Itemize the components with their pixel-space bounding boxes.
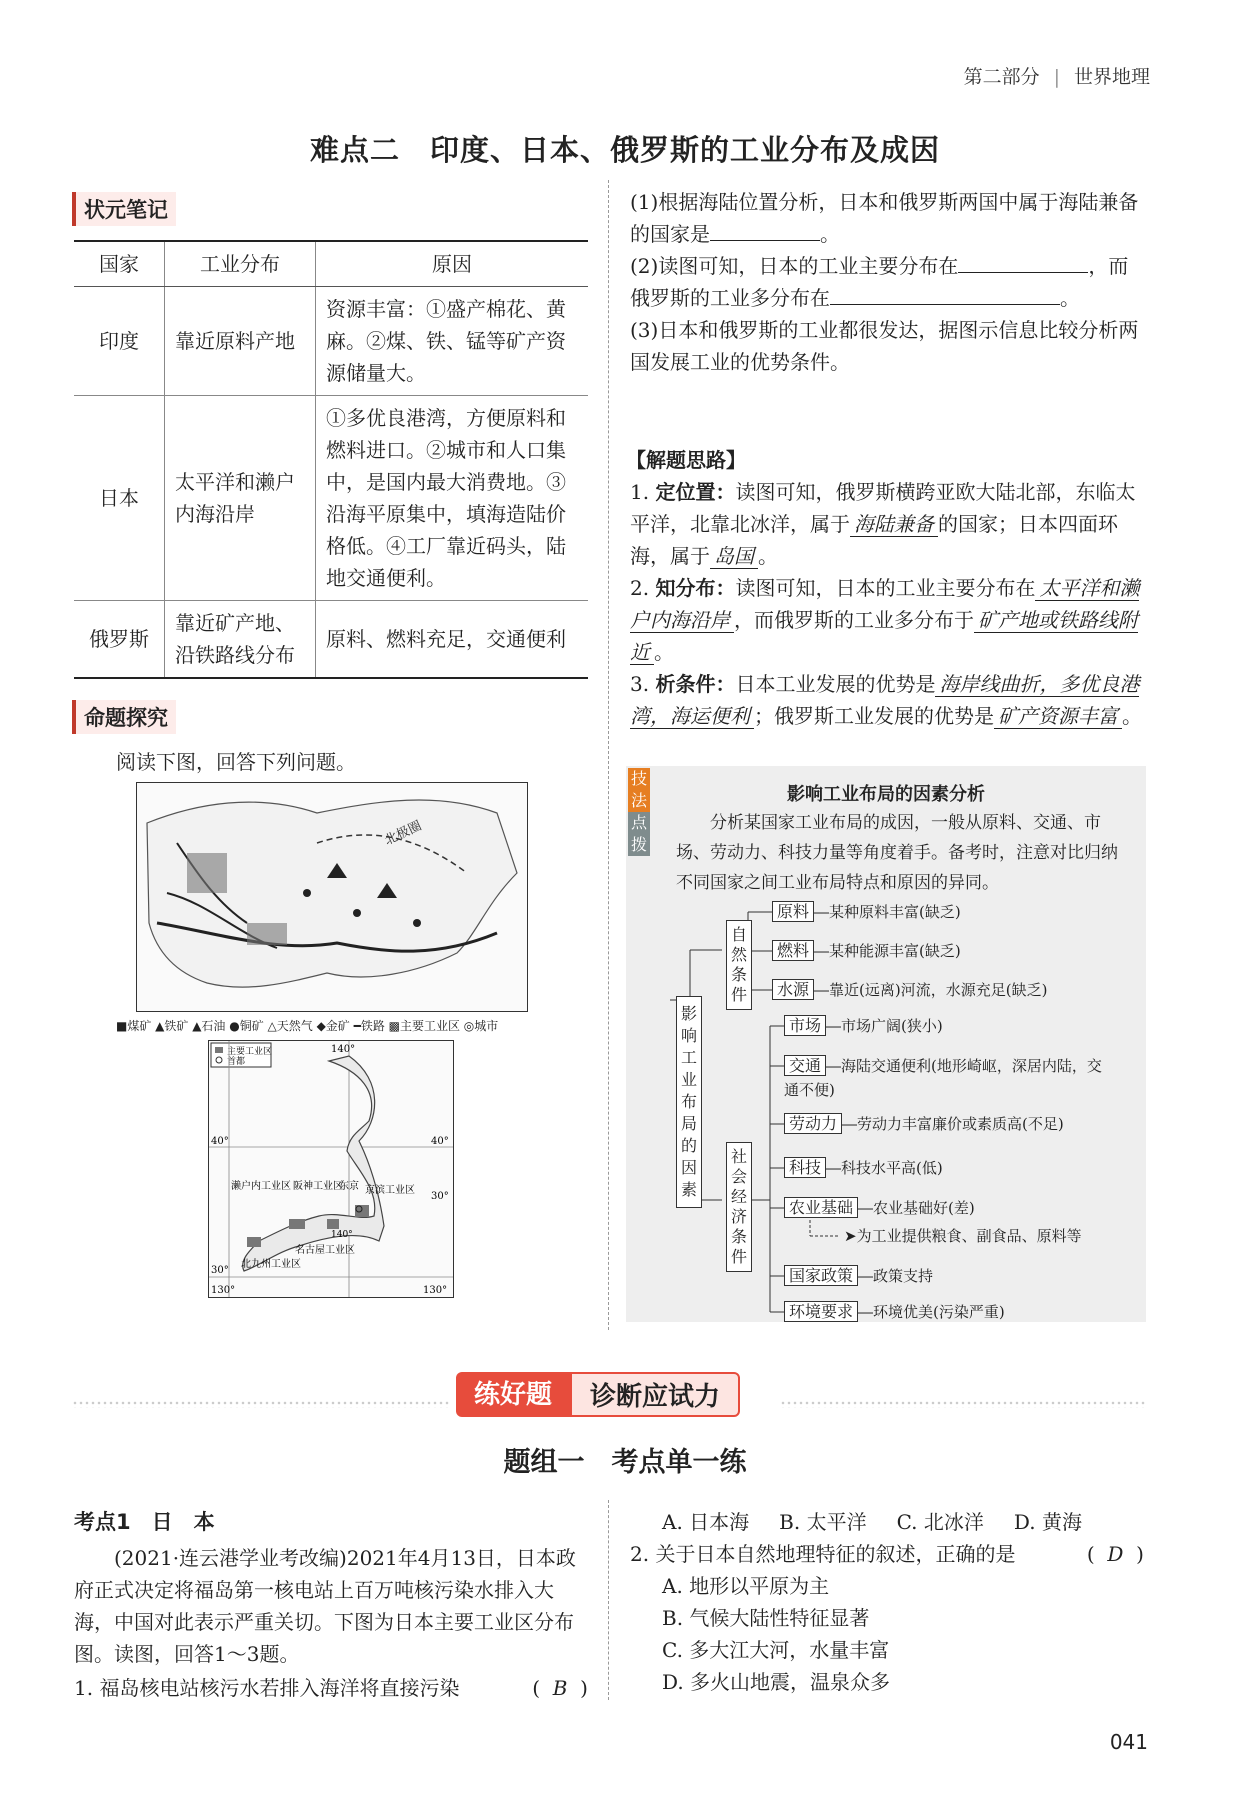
option[interactable]: D. 多火山地震，温泉众多	[662, 1670, 891, 1694]
arctic-circle-label: 北极圈	[382, 818, 425, 849]
option[interactable]: D. 黄海	[1013, 1510, 1082, 1534]
banner-left: 练好题	[456, 1372, 570, 1417]
option[interactable]: C. 北冰洋	[896, 1510, 984, 1534]
legend-capital-label: 首都	[227, 1057, 246, 1067]
factor-row: 农业基础 ―农业基础好(差)	[784, 1196, 975, 1220]
tip-badge-char: 法	[628, 790, 650, 812]
column-divider	[608, 180, 609, 1330]
solution-item-3	[630, 668, 1148, 732]
factor-name: 燃料	[772, 940, 814, 961]
question-1	[630, 186, 1148, 250]
solution-num: 2.	[630, 576, 650, 600]
solution-text: 读图可知，日本的工业主要分布在	[735, 576, 1036, 600]
factor-desc: 市场广阔(狭小)	[841, 1017, 943, 1035]
factor-row: 劳动力 ―劳动力丰富廉价或素质高(不足)	[784, 1112, 1064, 1136]
factor-name: 交通	[784, 1055, 826, 1076]
table-cell-reason: 资源丰富：①盛产棉花、黄麻。②煤、铁、锰等矿产资源储量大。	[316, 287, 589, 396]
table-cell-reason: 原料、燃料充足，交通便利	[316, 601, 589, 679]
russia-industry-map	[136, 782, 528, 1012]
solution-answer: 矿产地或铁路线附近	[630, 608, 1138, 664]
table-cell-distribution: 太平洋和濑户内海沿岸	[165, 396, 316, 601]
factor-desc: 科技水平高(低)	[841, 1159, 943, 1177]
factor-desc: 海陆交通便利(地形崎岖，深居内陆，交通不便)	[784, 1057, 1102, 1099]
factor-desc: 农业基础好(差)	[873, 1199, 975, 1217]
solution-text: 日本工业发展的优势是	[735, 672, 936, 696]
factor-name: 水源	[772, 979, 814, 1000]
practice-q2	[630, 1538, 1144, 1570]
solution-label: 析条件：	[655, 672, 736, 696]
q-num: 1.	[74, 1676, 94, 1700]
page-number: 041	[1109, 1730, 1148, 1754]
table-cell-country: 日本	[74, 396, 165, 601]
solution-answer: 海陆兼备	[850, 512, 938, 537]
factor-group-natural: 自然条件	[726, 920, 752, 1010]
answer-blank[interactable]	[710, 240, 820, 241]
factor-name: 市场	[784, 1015, 826, 1036]
question-2	[630, 250, 1148, 314]
lat-40-right: 40°	[431, 1136, 449, 1147]
factor-name: 劳动力	[784, 1113, 842, 1134]
table-cell-country: 印度	[74, 287, 165, 396]
solution-answer: 太平洋和濑户内海沿岸	[630, 576, 1140, 632]
option[interactable]: B. 气候大陆性特征显著	[662, 1606, 870, 1630]
tip-badge-char: 技	[628, 768, 650, 790]
lat-40-left: 40°	[211, 1136, 229, 1147]
tip-badge-char: 点	[628, 812, 650, 834]
factor-row: 市场 ―市场广阔(狭小)	[784, 1014, 943, 1038]
factor-flow-lines	[626, 900, 1146, 1320]
table-row	[74, 287, 588, 396]
solution-end: 。	[758, 544, 778, 568]
notes-tag: 状元笔记	[72, 192, 176, 226]
region-label: 名古屋工业区	[295, 1245, 355, 1256]
factor-name: 国家政策	[784, 1265, 858, 1286]
factor-name: 农业基础	[784, 1197, 858, 1218]
japan-industry-map	[208, 1040, 454, 1298]
lon-130-left: 130°	[211, 1285, 236, 1296]
banner-dots-left	[72, 1400, 450, 1408]
lat-30-right: 30°	[431, 1191, 449, 1202]
solution-text: ，而俄罗斯的工业多分布于	[734, 608, 974, 632]
question-mid: ，而俄罗斯的工业多分布在	[630, 254, 1129, 310]
table-cell-reason: ①多优良港湾，方便原料和燃料进口。②城市和人口集中，是国内最大消费地。③沿海平原集中，填海造陆价格低。④工厂靠近码头，陆地交通便利。	[316, 396, 589, 601]
solution-end: 。	[1122, 704, 1142, 728]
read-prompt: 阅读下图，回答下列问题。	[116, 750, 356, 774]
factor-group-social: 社会经济条件	[726, 1142, 752, 1272]
factor-row: 水源 ―靠近(远离)河流，水源充足(缺乏)	[772, 978, 1047, 1002]
page-title: 难点二 印度、日本、俄罗斯的工业分布及成因	[309, 133, 940, 167]
factor-row: 科技 ―科技水平高(低)	[784, 1156, 943, 1180]
factor-row: 原料 ―某种原料丰富(缺乏)	[772, 900, 961, 924]
column-divider-bottom	[608, 1500, 609, 1700]
answer-blank[interactable]	[830, 304, 1060, 305]
region-label: 阪神工业区	[293, 1181, 343, 1192]
table-cell-distribution: 靠近矿产地、沿铁路线分布	[165, 601, 316, 679]
russia-map-graphic	[137, 783, 527, 1011]
tip-title: 影响工业布局的因素分析	[787, 784, 985, 805]
solution-answer: 岛国	[710, 544, 758, 569]
question-3: (3)日本和俄罗斯的工业都很发达，据图示信息比较分析两国发展工业的优势条件。	[630, 318, 1139, 374]
question-text: (2)读图可知，日本的工业主要分布在	[630, 254, 959, 278]
factor-desc: 靠近(远离)河流，水源充足(缺乏)	[829, 981, 1048, 999]
factor-row: 国家政策 ―政策支持	[784, 1264, 933, 1288]
tip-badge-char: 拨	[628, 834, 650, 856]
factor-row: 燃料 ―某种能源丰富(缺乏)	[772, 939, 961, 963]
solution-text: 读图可知，俄罗斯横跨亚欧大陆北部，东临太平洋，北靠北冰洋，属于	[630, 480, 1136, 536]
table-header: 国家	[74, 241, 165, 287]
solution-label: 知分布：	[655, 576, 736, 600]
factor-desc: 劳动力丰富廉价或素质高(不足)	[857, 1115, 1064, 1133]
japan-map-graphic	[209, 1041, 453, 1297]
agri-note-text: 为工业提供粮食、副食品、原料等	[856, 1227, 1082, 1245]
factor-name: 原料	[772, 901, 814, 922]
table-row	[74, 396, 588, 601]
factor-desc: 环境优美(污染严重)	[873, 1303, 1005, 1321]
option[interactable]: A. 地形以平原为主	[662, 1574, 830, 1598]
practice-banner	[456, 1372, 740, 1417]
industry-table	[74, 240, 588, 679]
lon-130-right: 130°	[423, 1285, 448, 1296]
legend-area-label: 主要工业区	[227, 1047, 273, 1057]
question-end: 。	[820, 222, 840, 246]
explore-tag: 命题探究	[72, 700, 176, 734]
banner-dots-right	[780, 1400, 1146, 1408]
solution-num: 3.	[630, 672, 650, 696]
option[interactable]: A. 日本海	[662, 1510, 750, 1534]
table-header: 工业分布	[165, 241, 316, 287]
table-row	[74, 601, 588, 679]
q1-options	[662, 1506, 1142, 1538]
russia-map-legend: ■煤矿 ▲铁矿 ▲石油 ●铜矿 △天然气 ◆金矿 ━铁路 ▩主要工业区 ◎城市	[116, 1019, 499, 1033]
solution-text: ；俄罗斯工业发展的优势是	[754, 704, 994, 728]
lat-30-left: 30°	[211, 1265, 229, 1276]
running-header	[964, 62, 1150, 89]
agri-note: ➤为工业提供粮食、副食品、原料等	[844, 1227, 1082, 1245]
solution-item-1	[630, 476, 1148, 572]
practice-q1	[74, 1672, 588, 1704]
option[interactable]: B. 太平洋	[779, 1510, 867, 1534]
lon-140-bottom: 140°	[331, 1230, 353, 1240]
q-answer-letter: D	[1107, 1542, 1124, 1566]
factor-desc: 政策支持	[873, 1267, 934, 1285]
region-label: 濑户内工业区	[231, 1181, 291, 1192]
q-text: 关于日本自然地理特征的叙述，正确的是	[655, 1542, 1016, 1566]
q-answer: ( B )	[532, 1676, 588, 1700]
solution-answer: 矿产资源丰富	[994, 704, 1122, 729]
group-title: 题组一 考点单一练	[503, 1447, 747, 1478]
q-num: 2.	[630, 1542, 650, 1566]
banner-right: 诊断应试力	[570, 1372, 740, 1417]
header-subject: 世界地理	[1073, 66, 1150, 88]
header-section: 第二部分	[963, 66, 1040, 88]
table-header: 原因	[316, 241, 589, 287]
q-answer-letter: B	[552, 1676, 568, 1700]
solution-label: 定位置：	[655, 480, 736, 504]
solution-text: 的国家；日本四面环海，属于	[630, 512, 1118, 568]
solution-item-2	[630, 572, 1148, 668]
region-label: 东京	[339, 1181, 359, 1192]
factor-name: 科技	[784, 1157, 826, 1178]
q-text: 福岛核电站核污水若排入海洋将直接污染	[99, 1676, 460, 1700]
solution-tag: 【解题思路】	[626, 448, 746, 472]
factor-root: 影响工业布局的因素	[676, 996, 702, 1208]
region-label: 京滨工业区	[365, 1185, 415, 1196]
option[interactable]: C. 多大江大河，水量丰富	[662, 1638, 890, 1662]
solution-end: 。	[654, 640, 674, 664]
region-label: 北九州工业区	[241, 1259, 301, 1270]
factor-row: 环境要求 ―环境优美(污染严重)	[784, 1300, 1005, 1324]
factor-name: 环境要求	[784, 1301, 858, 1322]
point-title: 考点1 日 本	[74, 1510, 215, 1534]
factor-row: 交通 ―海陆交通便利(地形崎岖，深居内陆，交通不便)	[784, 1056, 1102, 1099]
table-cell-country: 俄罗斯	[74, 601, 165, 679]
table-header-row	[74, 241, 588, 287]
factor-desc: 某种能源丰富(缺乏)	[829, 942, 961, 960]
answer-blank[interactable]	[958, 272, 1088, 273]
factor-desc: 某种原料丰富(缺乏)	[829, 903, 961, 921]
question-stem: (2021·连云港学业考改编)2021年4月13日，日本政府正式决定将福岛第一核电站上百万吨核污染水排入大海，中国对此表示严重关切。下图为日本主要工业区分布图。读图，回答1～3题。	[74, 1546, 576, 1666]
question-text: (1)根据海陆位置分析，日本和俄罗斯两国中属于海陆兼备的国家是	[630, 190, 1139, 246]
solution-num: 1.	[630, 480, 650, 504]
question-end: 。	[1060, 286, 1080, 310]
lon-140-top: 140°	[331, 1044, 356, 1055]
solution-answer: 海岸线曲折，多优良港湾，海运便利	[630, 672, 1140, 728]
q-answer: ( D )	[1086, 1542, 1144, 1566]
tip-intro: 分析某国家工业布局的成因，一般从原料、交通、市场、劳动力、科技力量等角度着手。备考时，注意对比归纳不同国家之间工业布局特点和原因的异同。	[676, 813, 1118, 893]
header-separator: |	[1053, 66, 1060, 88]
table-cell-distribution: 靠近原料产地	[165, 287, 316, 396]
